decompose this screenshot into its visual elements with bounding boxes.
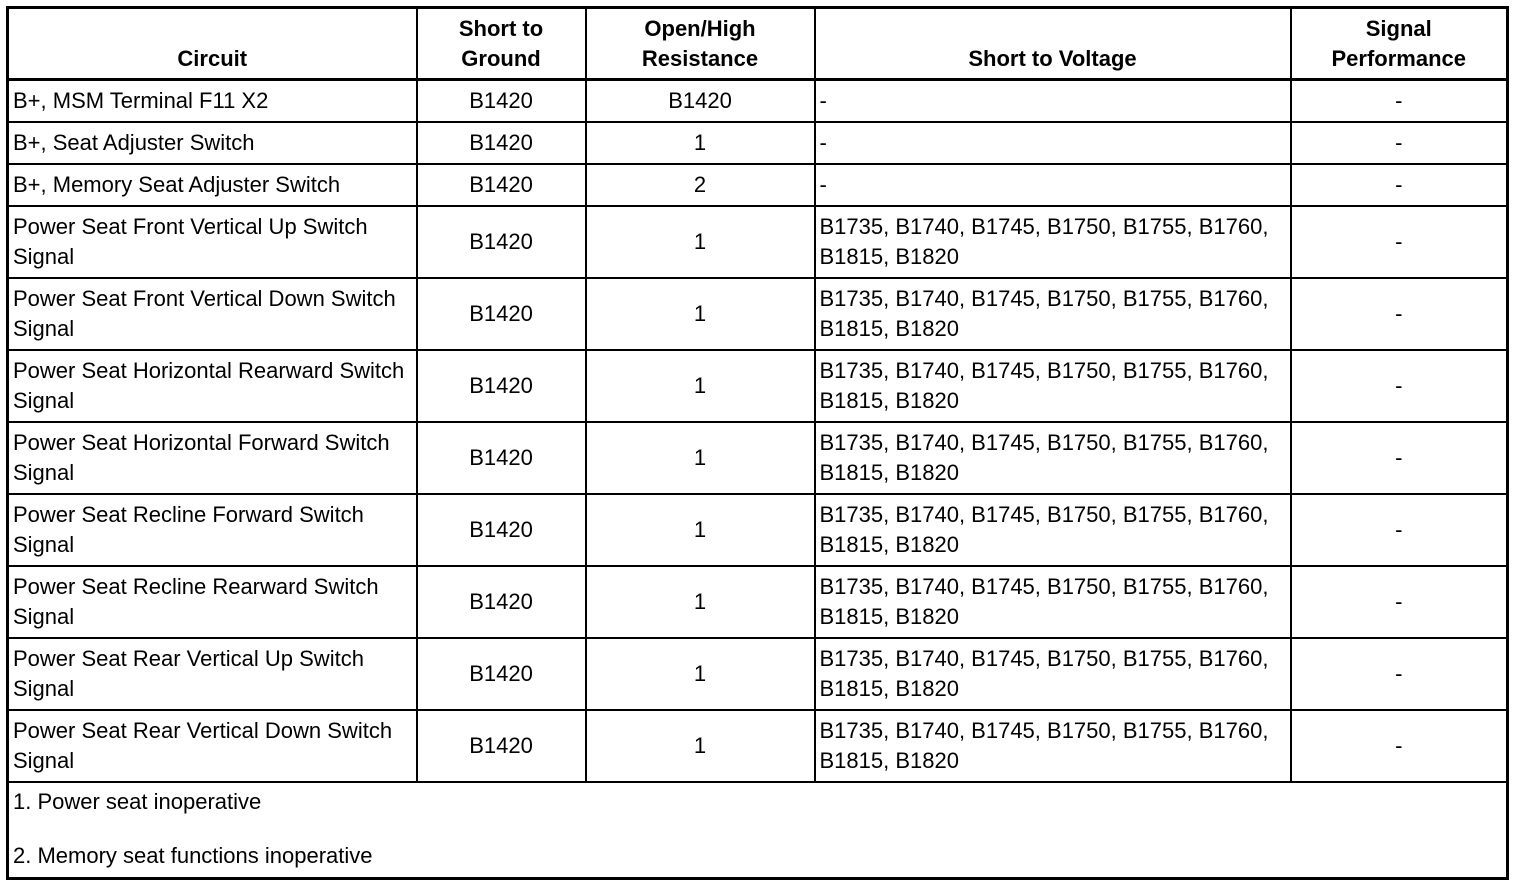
- cell-short-to-voltage: B1735, B1740, B1745, B1750, B1755, B1760, B1815, B1820: [815, 710, 1291, 782]
- cell-signal-performance: -: [1291, 638, 1508, 710]
- table-row: [8, 80, 1508, 122]
- table-row: [8, 164, 1508, 206]
- cell-short-to-voltage: B1735, B1740, B1745, B1750, B1755, B1760, B1815, B1820: [815, 350, 1291, 422]
- cell-open-high-resistance: 2: [586, 164, 815, 206]
- cell-signal-performance: -: [1291, 710, 1508, 782]
- header-signal-performance: Signal Performance: [1291, 8, 1508, 80]
- cell-open-high-resistance: 1: [586, 206, 815, 278]
- cell-short-to-voltage: -: [815, 80, 1291, 122]
- cell-open-high-resistance: 1: [586, 122, 815, 164]
- cell-short-to-ground: B1420: [417, 80, 586, 122]
- table-row: [8, 122, 1508, 164]
- cell-signal-performance: -: [1291, 278, 1508, 350]
- cell-open-high-resistance: 1: [586, 278, 815, 350]
- note-1: 1. Power seat inoperative: [13, 788, 262, 814]
- table-row: [8, 350, 1508, 422]
- table-row: [8, 278, 1508, 350]
- cell-circuit: Power Seat Front Vertical Down Switch Signal: [8, 278, 417, 350]
- cell-circuit: B+, Memory Seat Adjuster Switch: [8, 164, 417, 206]
- cell-short-to-voltage: -: [815, 164, 1291, 206]
- cell-signal-performance: -: [1291, 122, 1508, 164]
- cell-signal-performance: -: [1291, 164, 1508, 206]
- cell-signal-performance: -: [1291, 206, 1508, 278]
- header-short-to-voltage: Short to Voltage: [815, 8, 1291, 80]
- cell-short-to-voltage: B1735, B1740, B1745, B1750, B1755, B1760, B1815, B1820: [815, 638, 1291, 710]
- cell-short-to-ground: B1420: [417, 278, 586, 350]
- cell-short-to-ground: B1420: [417, 164, 586, 206]
- cell-short-to-voltage: B1735, B1740, B1745, B1750, B1755, B1760, B1815, B1820: [815, 206, 1291, 278]
- header-short-to-ground: Short to Ground: [417, 8, 586, 80]
- header-open-high-resistance: Open/High Resistance: [586, 8, 815, 80]
- cell-open-high-resistance: 1: [586, 566, 815, 638]
- cell-short-to-voltage: B1735, B1740, B1745, B1750, B1755, B1760, B1815, B1820: [815, 278, 1291, 350]
- note-spacer: [13, 815, 1502, 843]
- cell-short-to-voltage: B1735, B1740, B1745, B1750, B1755, B1760, B1815, B1820: [815, 494, 1291, 566]
- cell-open-high-resistance: 1: [586, 494, 815, 566]
- cell-short-to-ground: B1420: [417, 566, 586, 638]
- note-2: 2. Memory seat functions inoperative: [13, 842, 373, 868]
- cell-open-high-resistance: 1: [586, 350, 815, 422]
- cell-circuit: Power Seat Recline Forward Switch Signal: [8, 494, 417, 566]
- cell-circuit: Power Seat Rear Vertical Down Switch Signal: [8, 710, 417, 782]
- table-row: [8, 566, 1508, 638]
- cell-circuit: Power Seat Recline Rearward Switch Signal: [8, 566, 417, 638]
- cell-short-to-voltage: B1735, B1740, B1745, B1750, B1755, B1760, B1815, B1820: [815, 566, 1291, 638]
- table-row: [8, 494, 1508, 566]
- cell-short-to-ground: B1420: [417, 494, 586, 566]
- cell-circuit: B+, Seat Adjuster Switch: [8, 122, 417, 164]
- table-row: [8, 206, 1508, 278]
- cell-signal-performance: -: [1291, 494, 1508, 566]
- dtc-circuit-table: [6, 6, 1509, 880]
- cell-short-to-ground: B1420: [417, 122, 586, 164]
- cell-circuit: Power Seat Horizontal Rearward Switch Signal: [8, 350, 417, 422]
- table-header-row: [8, 8, 1508, 80]
- cell-circuit: Power Seat Rear Vertical Up Switch Signal: [8, 638, 417, 710]
- header-circuit: Circuit: [8, 8, 417, 80]
- cell-signal-performance: -: [1291, 350, 1508, 422]
- cell-short-to-voltage: B1735, B1740, B1745, B1750, B1755, B1760, B1815, B1820: [815, 422, 1291, 494]
- cell-signal-performance: -: [1291, 422, 1508, 494]
- cell-circuit: B+, MSM Terminal F11 X2: [8, 80, 417, 122]
- table-row: [8, 710, 1508, 782]
- cell-open-high-resistance: 1: [586, 638, 815, 710]
- cell-short-to-ground: B1420: [417, 422, 586, 494]
- notes-row: [8, 782, 1508, 879]
- cell-open-high-resistance: 1: [586, 710, 815, 782]
- table-row: [8, 422, 1508, 494]
- table-row: [8, 638, 1508, 710]
- cell-short-to-voltage: -: [815, 122, 1291, 164]
- notes-cell: [8, 782, 1508, 879]
- cell-circuit: Power Seat Horizontal Forward Switch Signal: [8, 422, 417, 494]
- cell-short-to-ground: B1420: [417, 638, 586, 710]
- cell-circuit: Power Seat Front Vertical Up Switch Signal: [8, 206, 417, 278]
- cell-signal-performance: -: [1291, 566, 1508, 638]
- cell-signal-performance: -: [1291, 80, 1508, 122]
- cell-short-to-ground: B1420: [417, 206, 586, 278]
- cell-open-high-resistance: B1420: [586, 80, 815, 122]
- cell-short-to-ground: B1420: [417, 710, 586, 782]
- cell-short-to-ground: B1420: [417, 350, 586, 422]
- cell-open-high-resistance: 1: [586, 422, 815, 494]
- table-body: [8, 80, 1508, 879]
